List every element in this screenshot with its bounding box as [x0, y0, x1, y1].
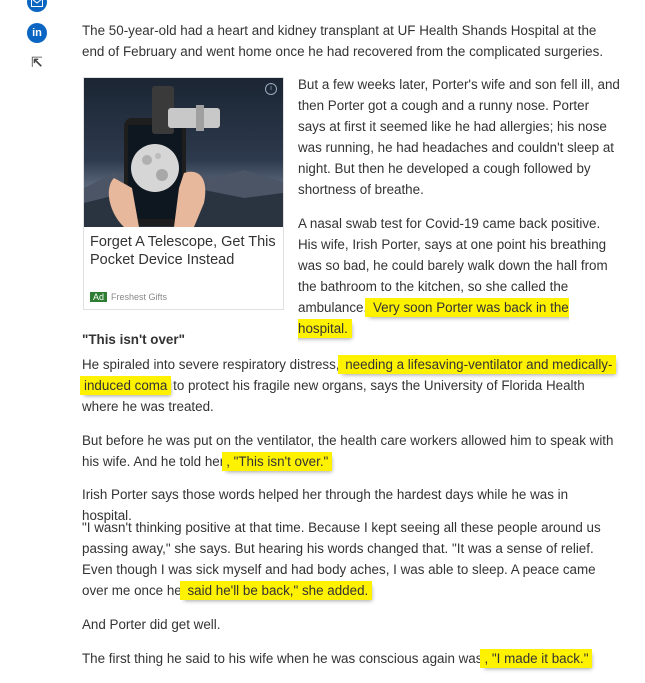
ad-choices-icon[interactable]: i: [265, 83, 277, 95]
ad-source[interactable]: Freshest Gifts: [111, 292, 168, 302]
article-paragraph-3: [298, 213, 620, 339]
ad-label-badge: Ad: [90, 292, 107, 302]
highlight-back-in-hospital: Very soon Porter was back in the hospital.: [298, 300, 569, 336]
linkedin-label: in: [32, 27, 42, 39]
share-glyph: ⇱: [31, 53, 43, 70]
highlight-this-isnt-over: , "This isn't over.": [226, 454, 329, 469]
ad-card[interactable]: [83, 77, 284, 310]
linkedin-icon[interactable]: [27, 23, 47, 43]
highlight-hell-be-back: said he'll be back," she added.: [183, 583, 369, 598]
article-paragraph-4: [82, 354, 618, 417]
ad-image[interactable]: [84, 78, 283, 227]
article-paragraph-4-text-end: to protect his fragile new organs, says the University of Florida Health where he was treated.: [82, 378, 585, 414]
article-paragraph-2: But a few weeks later, Porter's wife and son fell ill, and then Porter got a cough and a runny nose. Porter says at first it seemed like he had allergies; his nose was running, he had headaches and couldn't sleep at night. But then he developed a cough followed by shortness of breathe.: [298, 77, 620, 197]
article-paragraph-5-text: But before he was put on the ventilator, the health care workers allowed him to speak with his wife. And he told her: [82, 433, 614, 469]
article-paragraph-5: [82, 430, 618, 472]
ad-title[interactable]: Forget A Telescope, Get This Pocket Device Instead: [90, 234, 276, 268]
highlight-induced-coma: induced coma: [84, 378, 168, 393]
article-paragraph-4-text: He spiraled into severe respiratory distress,: [82, 357, 340, 372]
article-paragraph-1: The 50-year-old had a heart and kidney transplant at UF Health Shands Hospital at the end of February and went home once he had recovered from the complicated surgeries.: [82, 23, 604, 59]
article-paragraph-8: And Porter did get well.: [82, 617, 221, 632]
email-icon[interactable]: [27, 0, 47, 12]
highlight-i-made-it-back: , "I made it back.": [484, 651, 589, 666]
article-paragraph-9: [82, 648, 618, 669]
section-subheading: "This isn't over": [82, 332, 185, 347]
envelope-glyph: [31, 0, 43, 7]
article-paragraph-3-text: A nasal swab test for Covid-19 came back positive. His wife, Irish Porter, says at one point his breathing was so bad, he could barely walk down the hall from the bathroom to the kitchen, so she called the ambulance.: [298, 216, 608, 315]
share-icon[interactable]: [27, 52, 47, 72]
ad-image-art: [84, 78, 283, 227]
article-paragraph-9-text: The first thing he said to his wife when he was conscious again was: [82, 651, 483, 666]
highlight-ventilator: needing a lifesaving-ventilator and medically-: [341, 357, 613, 372]
article-paragraph-7: [82, 517, 618, 601]
article-paragraph-7-text: "I wasn't thinking positive at that time. Because I kept seeing all these people around us passing away," she says. But hearing his words changed that. "It was a sense of relief. Even though I was sick myself and had body aches, I was able to sleep. A peace came over me once he: [82, 520, 601, 598]
article-paragraph-6: Irish Porter says those words helped her through the hardest days while he was in hospital.: [82, 487, 569, 523]
